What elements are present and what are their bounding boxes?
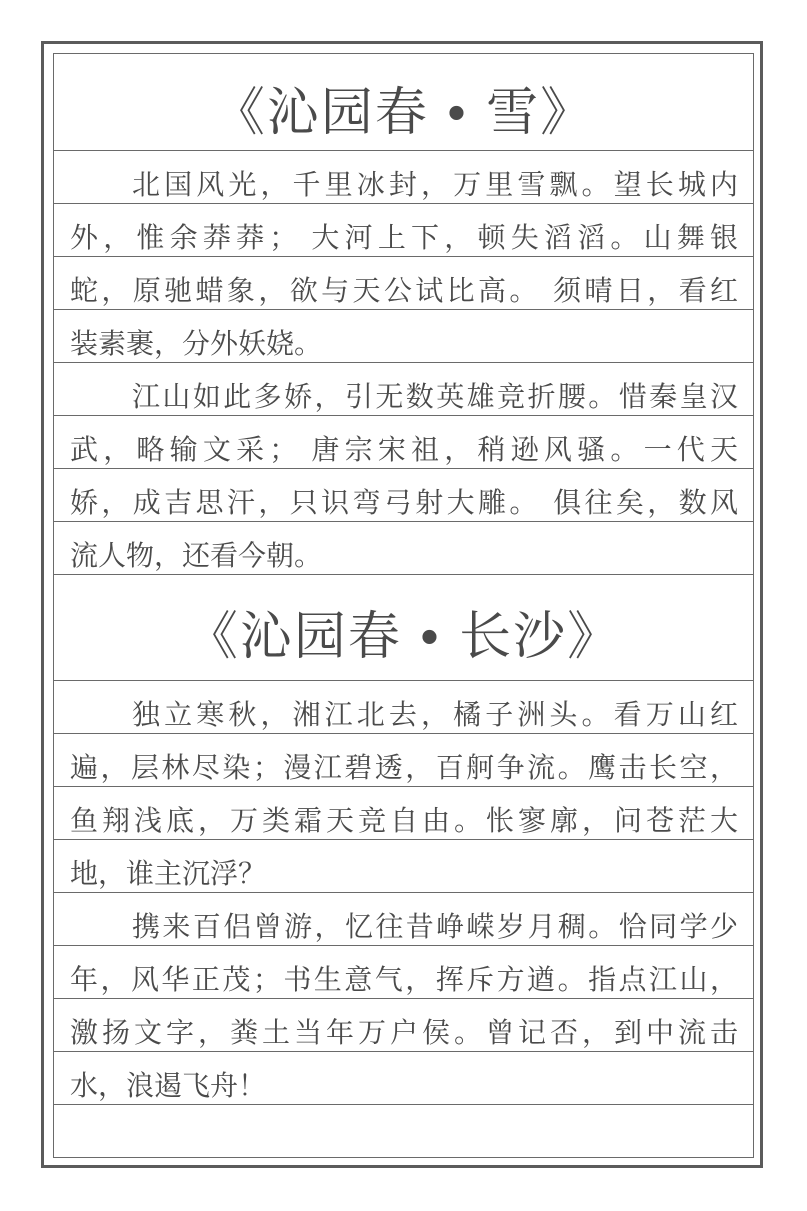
rule-line [53,680,754,681]
rule-line [53,1104,754,1105]
poem-line: 北国风光，千里冰封，万里雪飘。望长城内 [132,168,738,201]
rule-line [53,1051,754,1052]
rule-line [53,574,754,575]
rule-line [53,309,754,310]
poem-line: 装素裹，分外妖娆。 [70,327,323,360]
poem-line: 地，谁主沉浮？ [70,857,267,890]
rule-line [53,362,754,363]
poem-line: 武，略输文采； 唐宗宋祖，稍逊风骚。一代天 [70,433,738,466]
poem-line: 江山如此多娇，引无数英雄竞折腰。惜秦皇汉 [132,380,738,413]
rule-line [53,733,754,734]
poem-line: 蛇，原驰蜡象，欲与天公试比高。 须晴日，看红 [70,274,738,307]
poem-title-changsha: 《沁园春 • 长沙》 [185,607,622,667]
poem-line: 外，惟余莽莽； 大河上下，顿失滔滔。山舞银 [70,221,738,254]
poem-title-snow: 《沁园春 • 雪》 [212,83,595,143]
rule-line [53,256,754,257]
rule-line [53,786,754,787]
rule-line [53,839,754,840]
poem-line: 独立寒秋，湘江北去，橘子洲头。看万山红 [132,698,738,731]
rule-line [53,945,754,946]
poem-line: 年，风华正茂；书生意气，挥斥方遒。指点江山， [70,963,738,996]
poem-line: 水，浪遏飞舟！ [70,1069,267,1102]
rule-line [53,203,754,204]
rule-line [53,468,754,469]
poem-line: 携来百侣曾游，忆往昔峥嵘岁月稠。恰同学少 [132,910,738,943]
rule-line [53,415,754,416]
poem-line: 流人物，还看今朝。 [70,539,323,572]
rule-line [53,998,754,999]
poem-line: 鱼翔浅底，万类霜天竞自由。怅寥廓，问苍茫大 [70,804,738,837]
rule-line [53,150,754,151]
rule-line [53,892,754,893]
rule-line [53,521,754,522]
poem-line: 遍，层林尽染；漫江碧透，百舸争流。鹰击长空， [70,751,738,784]
poem-line: 娇，成吉思汗，只识弯弓射大雕。 俱往矣，数风 [70,486,738,519]
poem-line: 激扬文字，粪土当年万户侯。曾记否，到中流击 [70,1016,738,1049]
